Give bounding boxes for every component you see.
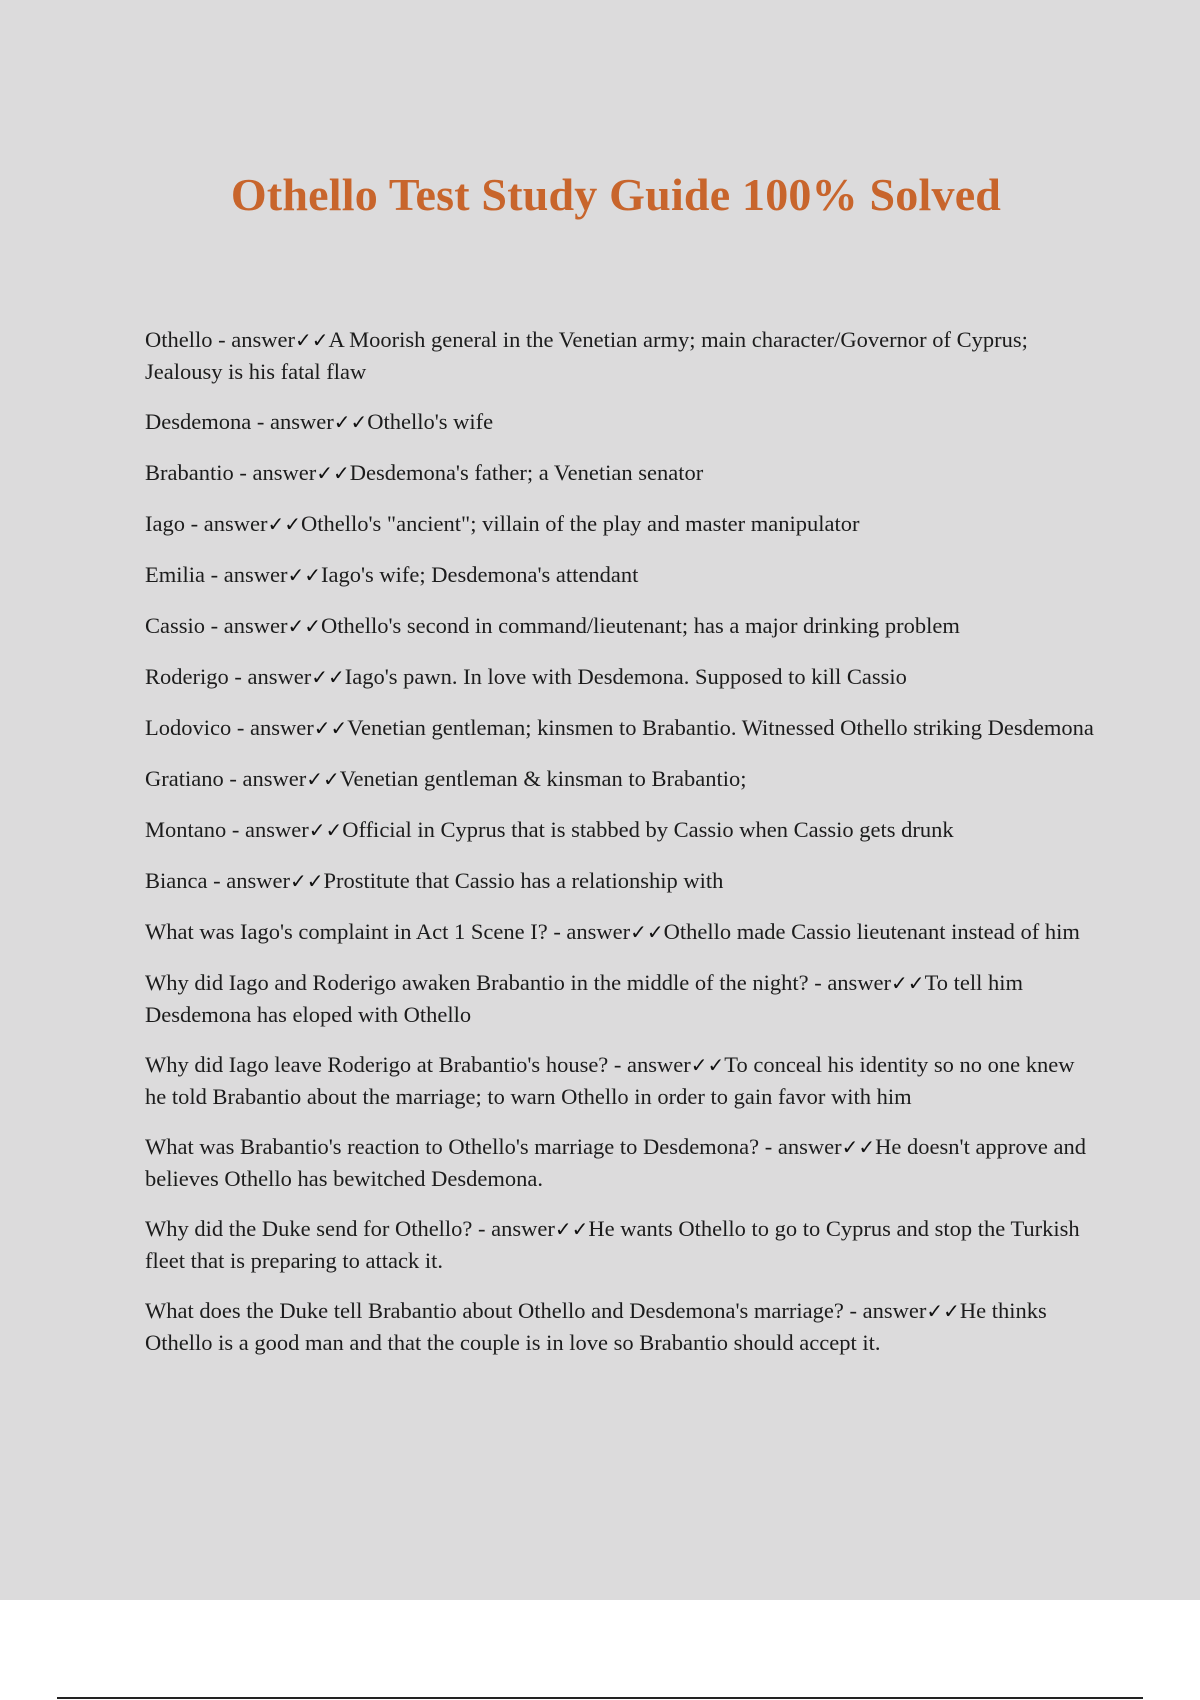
answer-separator: - answer [205,613,288,638]
qa-list [145,324,1095,1377]
entry-answer: A Moorish general in the Venetian army; main character/Governor of Cyprus; Jealousy is his fatal flaw [145,327,1028,384]
qa-entry [145,508,1095,540]
answer-separator: - answer [472,1216,555,1241]
answer-separator: - answer [808,970,892,995]
document-title: Othello Test Study Guide 100% Solved [230,169,1002,220]
entry-term: What does the Duke tell Brabantio about Othello and Desdemona's marriage? [145,1298,844,1323]
entry-term: Emilia [145,562,205,587]
entry-term: Why did Iago leave Roderigo at Brabantio's house? [145,1052,609,1077]
entry-answer: Venetian gentleman & kinsman to Brabantio; [339,766,747,791]
entry-term: Gratiano [145,766,224,791]
double-check-icon: ✓✓ [308,818,343,842]
qa-entry [145,661,1095,693]
answer-separator: - answer [251,409,334,434]
qa-entry [145,610,1095,642]
qa-entry [145,406,1095,438]
qa-entry [145,967,1095,1030]
entry-term: Cassio [145,613,206,638]
double-check-icon: ✓✓ [313,716,348,740]
qa-entry [145,916,1095,948]
double-check-icon: ✓✓ [289,869,324,893]
double-check-icon: ✓✓ [841,1135,876,1159]
entry-term: Iago [145,511,185,536]
answer-separator: - answer [226,817,309,842]
entry-term: What was Brabantio's reaction to Othello's marriage to Desdemona? [145,1134,760,1159]
answer-separator: - answer [233,460,317,485]
entry-term: What was Iago's complaint in Act 1 Scene I? [145,919,548,944]
qa-entry [145,457,1095,489]
qa-entry [145,1131,1095,1194]
entry-answer: He thinks Othello is a good man and that the couple is in love so Brabantio should accept it. [145,1298,1047,1355]
entry-answer: He wants Othello to go to Cyprus and stop the Turkish fleet that is preparing to attack it. [145,1216,1080,1273]
entry-answer: He doesn't approve and believes Othello has bewitched Desdemona. [145,1134,1087,1191]
double-check-icon: ✓✓ [333,410,368,434]
entry-term: Othello [145,327,213,352]
answer-separator: - answer [759,1134,842,1159]
qa-entry [145,324,1095,387]
entry-term: Why did the Duke send for Othello? [145,1216,473,1241]
entry-term: Desdemona [145,409,252,434]
qa-entry [145,763,1095,795]
qa-entry [145,1049,1095,1112]
entry-answer: Prostitute that Cassio has a relationship with [323,868,724,893]
qa-entry [145,559,1095,591]
double-check-icon: ✓✓ [690,1053,725,1077]
entry-answer: Official in Cyprus that is stabbed by Cassio when Cassio gets drunk [342,817,954,842]
qa-entry [145,865,1095,897]
double-check-icon: ✓✓ [891,971,925,995]
answer-separator: - answer [207,868,290,893]
qa-entry [145,1213,1095,1276]
qa-entry [145,1295,1095,1358]
entry-answer: Othello's "ancient"; villain of the play and master manipulator [300,511,860,536]
answer-separator: - answer [184,511,268,536]
answer-separator: - answer [228,664,312,689]
double-check-icon: ✓✓ [926,1299,960,1323]
footer-divider [57,1697,1143,1699]
entry-term: Brabantio [145,460,234,485]
double-check-icon: ✓✓ [287,614,321,638]
answer-separator: - answer [547,919,631,944]
entry-term: Why did Iago and Roderigo awaken Brabantio in the middle of the night? [145,970,809,995]
answer-separator: - answer [223,766,307,791]
answer-separator: - answer [843,1298,927,1323]
entry-term: Lodovico [145,715,232,740]
entry-answer: To conceal his identity so no one knew he told Brabantio about the marriage; to warn Othello in order to gain favor with him [145,1052,1075,1109]
double-check-icon: ✓✓ [316,461,350,485]
double-check-icon: ✓✓ [306,767,340,791]
qa-entry [145,814,1095,846]
entry-answer: Venetian gentleman; kinsmen to Brabantio. Witnessed Othello striking Desdemona [347,715,1094,740]
double-check-icon: ✓✓ [267,512,301,536]
double-check-icon: ✓✓ [311,665,345,689]
entry-term: Bianca [145,868,208,893]
entry-answer: To tell him Desdemona has eloped with Othello [145,970,1023,1027]
answer-separator: - answer [205,562,288,587]
entry-term: Roderigo [145,664,229,689]
answer-separator: - answer [231,715,314,740]
entry-answer: Othello made Cassio lieutenant instead of him [663,919,1080,944]
entry-answer: Desdemona's father; a Venetian senator [349,460,704,485]
qa-entry [145,712,1095,744]
entry-answer: Othello's second in command/lieutenant; has a major drinking problem [321,613,960,638]
double-check-icon: ✓✓ [287,563,321,587]
double-check-icon: ✓✓ [630,920,664,944]
double-check-icon: ✓✓ [554,1217,589,1241]
double-check-icon: ✓✓ [294,328,329,352]
entry-answer: Iago's wife; Desdemona's attendant [320,562,639,587]
answer-separator: - answer [212,327,295,352]
entry-term: Montano [145,817,227,842]
answer-separator: - answer [608,1052,691,1077]
entry-answer: Iago's pawn. In love with Desdemona. Supposed to kill Cassio [344,664,907,689]
entry-answer: Othello's wife [367,409,494,434]
